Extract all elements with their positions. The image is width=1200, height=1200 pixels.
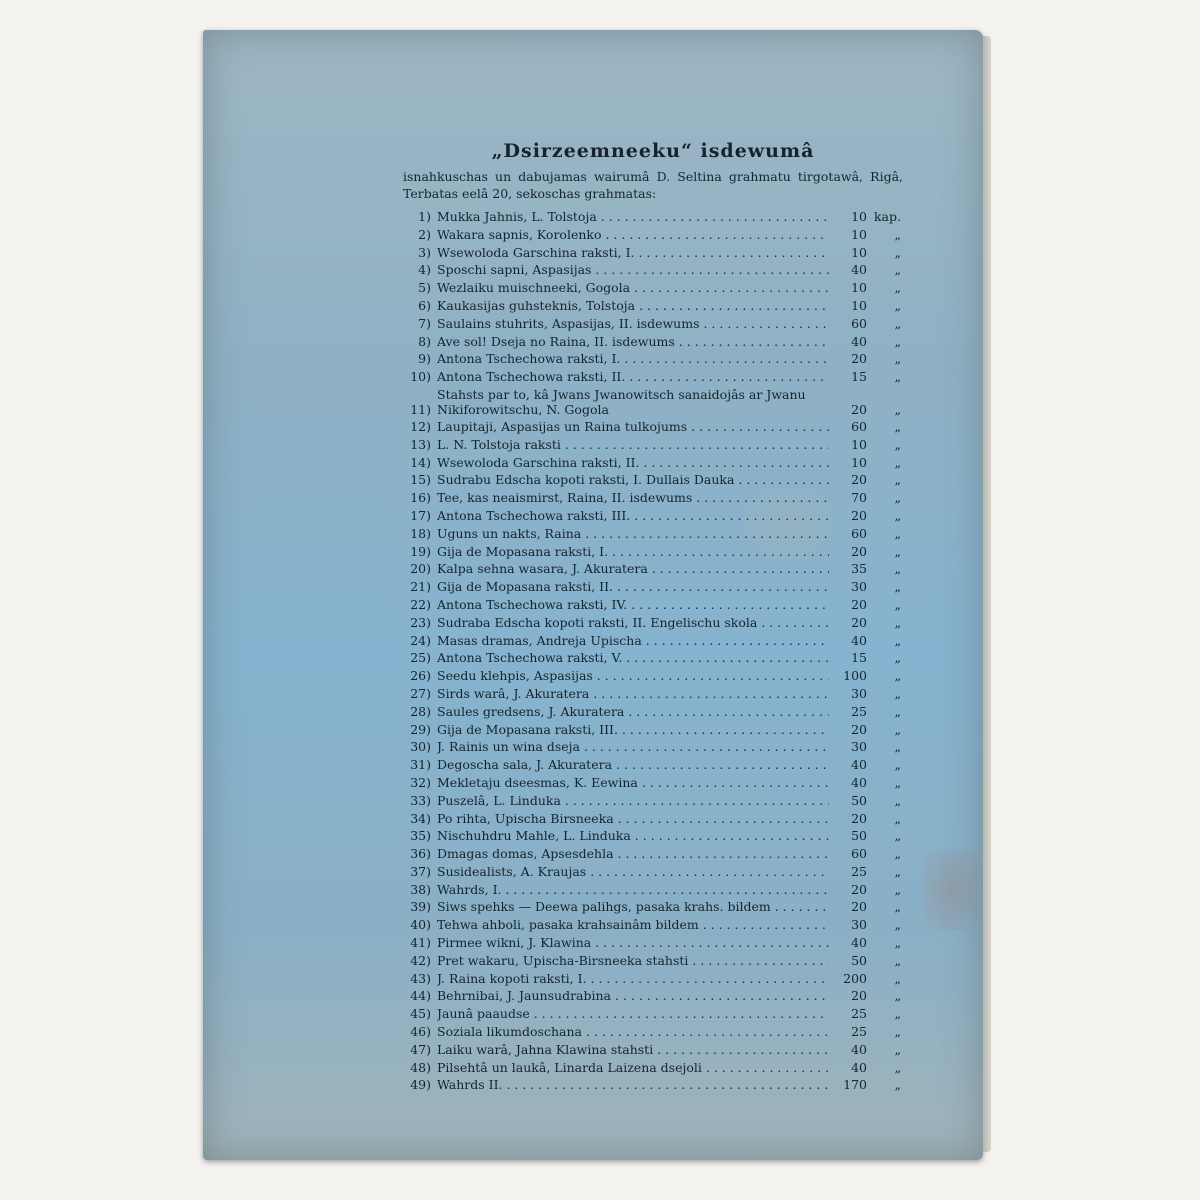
- book-title: Puszelâ, L. Linduka . . .: [437, 792, 829, 810]
- catalog-intro: isnahkuschas un dabujamas wairumâ D. Seltina grahmatu tirgotawâ, Rigâ, Terbatas eelâ 20, sekoschas grahmatas:: [403, 169, 903, 201]
- book-list-item: [403, 614, 903, 632]
- book-number: 11): [410, 401, 431, 417]
- book-price-unit: „: [894, 668, 901, 684]
- book-title: Pret wakaru, Upischa-Birsneeka stahsti . . .: [437, 952, 829, 970]
- book-price: 10: [851, 297, 867, 313]
- book-price: 15: [851, 650, 867, 666]
- book-price-unit: „: [894, 685, 901, 701]
- book-list-item: [403, 810, 903, 828]
- book-price: 10: [851, 454, 867, 470]
- book-list-item: [403, 279, 903, 297]
- book-price: 40: [851, 935, 867, 951]
- book-price-unit: „: [894, 525, 901, 541]
- book-list-item: [403, 738, 903, 756]
- book-price: 40: [851, 1041, 867, 1057]
- book-title: Antona Tschechowa raksti, I. . . .: [437, 350, 829, 368]
- book-price: 25: [851, 863, 867, 879]
- book-number: 37): [410, 863, 431, 879]
- book-price: 60: [851, 418, 867, 434]
- book-number: 13): [410, 436, 431, 452]
- book-title: Antona Tschechowa raksti, II. . . .: [437, 368, 829, 386]
- book-price-unit: „: [894, 846, 901, 862]
- book-list-item: [403, 881, 903, 899]
- book-list-item: [403, 1059, 903, 1077]
- book-list-item: [403, 632, 903, 650]
- book-number: 36): [410, 846, 431, 862]
- book-price-unit: „: [894, 315, 901, 331]
- book-price: 40: [851, 1059, 867, 1075]
- book-list-item: [403, 525, 903, 543]
- book-number: 14): [410, 454, 431, 470]
- book-price: 35: [851, 561, 867, 577]
- book-list-item: [403, 297, 903, 315]
- book-price-unit: „: [894, 507, 901, 523]
- book-number: 9): [418, 351, 431, 367]
- book-price-unit: „: [894, 632, 901, 648]
- book-list-item: [403, 315, 903, 333]
- book-title: Tee, kas neaismirst, Raina, II. isdewums . . .: [437, 489, 829, 507]
- book-price: 20: [851, 543, 867, 559]
- book-number: 41): [410, 935, 431, 951]
- book-price-unit: „: [894, 739, 901, 755]
- book-list-item: [403, 471, 903, 489]
- book-price: 25: [851, 1006, 867, 1022]
- book-price: 50: [851, 952, 867, 968]
- catalog-content: [403, 140, 903, 1094]
- book-list-item: [403, 1041, 903, 1059]
- book-price-unit: „: [894, 1077, 901, 1093]
- book-list-item: [403, 386, 903, 418]
- book-price: 20: [851, 351, 867, 367]
- book-price-unit: „: [894, 280, 901, 296]
- book-title: Sudraba Edscha kopoti raksti, II. Engelischu skola . . .: [437, 614, 829, 632]
- book-title: Sirds warâ, J. Akuratera . . .: [437, 685, 829, 703]
- book-title: Wakara sapnis, Korolenko . . .: [437, 226, 829, 244]
- book-title: Wahrds II. . . .: [437, 1076, 829, 1094]
- book-price-unit: „: [894, 881, 901, 897]
- book-list-item: [403, 560, 903, 578]
- book-list-item: [403, 244, 903, 262]
- book-title: Susidealists, A. Kraujas . . .: [437, 863, 829, 881]
- paper-stain: [923, 850, 983, 930]
- book-number: 44): [410, 988, 431, 1004]
- book-price-unit: „: [894, 952, 901, 968]
- book-title: Behrnibai, J. Jaunsudrabina . . .: [437, 987, 829, 1005]
- book-number: 39): [410, 899, 431, 915]
- book-price: 40: [851, 262, 867, 278]
- book-title: Tehwa ahboli, pasaka krahsainâm bildem . . .: [437, 916, 829, 934]
- book-list-item: [403, 827, 903, 845]
- book-number: 38): [410, 881, 431, 897]
- book-price-unit: „: [894, 596, 901, 612]
- book-number: 48): [410, 1059, 431, 1075]
- book-list-item: [403, 774, 903, 792]
- book-number: 19): [410, 543, 431, 559]
- book-title: Jaunâ paaudse . . .: [437, 1005, 829, 1023]
- book-list-item: [403, 368, 903, 386]
- book-title: Saules gredsens, J. Akuratera . . .: [437, 703, 829, 721]
- book-number: 15): [410, 472, 431, 488]
- book-price-unit: „: [894, 863, 901, 879]
- book-number: 40): [410, 917, 431, 933]
- book-price-unit: „: [894, 262, 901, 278]
- book-list-item: [403, 898, 903, 916]
- book-title: Masas dramas, Andreja Upischa . . .: [437, 632, 829, 650]
- book-price: 30: [851, 917, 867, 933]
- book-price: 40: [851, 632, 867, 648]
- book-price: 60: [851, 525, 867, 541]
- book-price-unit: „: [894, 490, 901, 506]
- book-number: 6): [418, 297, 431, 313]
- book-title: Uguns un nakts, Raina . . .: [437, 525, 829, 543]
- book-list-item: [403, 261, 903, 279]
- book-price-unit: „: [894, 244, 901, 260]
- book-price-unit: „: [894, 561, 901, 577]
- book-title: Po rihta, Upischa Birsneeka . . .: [437, 810, 829, 828]
- book-list-item: [403, 543, 903, 561]
- book-title: Laupitaji, Aspasijas un Raina tulkojums . . .: [437, 418, 829, 436]
- book-number: 16): [410, 490, 431, 506]
- book-number: 29): [410, 721, 431, 737]
- book-price: 20: [851, 721, 867, 737]
- book-price-unit: „: [894, 774, 901, 790]
- book-price: 10: [851, 209, 867, 224]
- booklet-cover: [203, 30, 983, 1160]
- book-title: Ave sol! Dseja no Raina, II. isdewums . . .: [437, 333, 829, 351]
- book-price: 30: [851, 739, 867, 755]
- book-price-unit: „: [894, 757, 901, 773]
- book-number: 4): [418, 262, 431, 278]
- book-price-unit: „: [894, 369, 901, 385]
- book-list-item: [403, 685, 903, 703]
- book-title: Degoscha sala, J. Akuratera . . .: [437, 756, 829, 774]
- book-price-unit: „: [894, 418, 901, 434]
- book-title: Gija de Mopasana raksti, II. . . .: [437, 578, 829, 596]
- book-number: 49): [410, 1077, 431, 1093]
- book-number: 18): [410, 525, 431, 541]
- book-price: 60: [851, 846, 867, 862]
- book-price: 20: [851, 988, 867, 1004]
- book-list-item: [403, 916, 903, 934]
- book-title: L. N. Tolstoja raksti . . .: [437, 436, 829, 454]
- book-price: 40: [851, 333, 867, 349]
- book-number: 46): [410, 1024, 431, 1040]
- book-price: 20: [851, 810, 867, 826]
- book-title: Antona Tschechowa raksti, V. . . .: [437, 649, 829, 667]
- book-price-unit: „: [894, 899, 901, 915]
- book-title: Sudrabu Edscha kopoti raksti, I. Dullais Dauka . . .: [437, 471, 829, 489]
- book-price-unit: „: [894, 792, 901, 808]
- book-number: 32): [410, 774, 431, 790]
- book-price-unit: „: [894, 579, 901, 595]
- book-title: Wsewoloda Garschina raksti, I. . . .: [437, 244, 829, 262]
- book-number: 34): [410, 810, 431, 826]
- book-number: 24): [410, 632, 431, 648]
- book-price-unit: „: [894, 1059, 901, 1075]
- book-number: 8): [418, 333, 431, 349]
- book-price-unit: „: [894, 650, 901, 666]
- book-number: 27): [410, 685, 431, 701]
- book-number: 20): [410, 561, 431, 577]
- book-list-item: [403, 863, 903, 881]
- book-number: 45): [410, 1006, 431, 1022]
- book-price-unit: „: [894, 1041, 901, 1057]
- book-number: 33): [410, 792, 431, 808]
- book-price-unit: „: [894, 454, 901, 470]
- book-title: Saulains stuhrits, Aspasijas, II. isdewums . . .: [437, 315, 829, 333]
- book-price-unit: „: [894, 703, 901, 719]
- book-title: Antona Tschechowa raksti, IV. . . .: [437, 596, 829, 614]
- book-price-unit: „: [894, 810, 901, 826]
- book-price: 170: [843, 1077, 867, 1093]
- book-number: 35): [410, 828, 431, 844]
- book-price-unit: „: [894, 436, 901, 452]
- book-price-unit: „: [894, 333, 901, 349]
- book-title: Mekletaju dseesmas, K. Eewina . . .: [437, 774, 829, 792]
- book-title: Kalpa sehna wasara, J. Akuratera . . .: [437, 560, 829, 578]
- book-price-unit: „: [894, 1006, 901, 1022]
- book-list-item: [403, 1076, 903, 1094]
- book-number: 5): [418, 280, 431, 296]
- book-price: 40: [851, 774, 867, 790]
- book-price: 20: [851, 507, 867, 523]
- book-price: 20: [851, 614, 867, 630]
- book-price: 15: [851, 369, 867, 385]
- book-list-item: [403, 756, 903, 774]
- book-price: 70: [851, 490, 867, 506]
- book-title: J. Raina kopoti raksti, I. . . .: [437, 970, 829, 988]
- book-list-item: [403, 934, 903, 952]
- book-title: Siws spehks — Deewa palihgs, pasaka krahs. bildem . . .: [437, 898, 829, 916]
- book-title: Wezlaiku muischneeki, Gogola . . .: [437, 279, 829, 297]
- book-price-unit: „: [894, 401, 901, 417]
- book-title: Wahrds, I. . . .: [437, 881, 829, 899]
- book-list-item: [403, 1005, 903, 1023]
- book-price-unit: „: [894, 1024, 901, 1040]
- book-list-item: [403, 578, 903, 596]
- book-price-unit: „: [894, 828, 901, 844]
- book-price-unit: „: [894, 297, 901, 313]
- book-number: 31): [410, 757, 431, 773]
- book-price: 10: [851, 244, 867, 260]
- book-price: 20: [851, 401, 867, 417]
- book-number: 17): [410, 507, 431, 523]
- catalog-heading: „Dsirzeemneeku“ isdewumâ: [491, 140, 815, 162]
- book-price-unit: „: [894, 543, 901, 559]
- book-list-item: [403, 970, 903, 988]
- book-title: Stahsts par to, kâ Jwans Jwanowitsch sanaidojâs ar Jwanu Nikiforowitschu, N. Gogola: [437, 386, 806, 417]
- book-price: 100: [843, 668, 867, 684]
- book-list-item: [403, 792, 903, 810]
- book-title: Sposchi sapni, Aspasijas . . .: [437, 261, 829, 279]
- book-title: Seedu klehpis, Aspasijas . . .: [437, 667, 829, 685]
- book-list-item: [403, 333, 903, 351]
- book-price-unit: „: [894, 935, 901, 951]
- book-list-item: [403, 436, 903, 454]
- book-price: 10: [851, 436, 867, 452]
- book-list-item: [403, 489, 903, 507]
- book-price: 25: [851, 703, 867, 719]
- book-title: Kaukasijas guhsteknis, Tolstoja . . .: [437, 297, 829, 315]
- book-number: 10): [410, 369, 431, 385]
- book-list-item: [403, 418, 903, 436]
- book-price: 50: [851, 828, 867, 844]
- book-list-item: [403, 721, 903, 739]
- book-title: J. Rainis un wina dseja . . .: [437, 738, 829, 756]
- book-number: 28): [410, 703, 431, 719]
- book-price: 20: [851, 899, 867, 915]
- book-price: 20: [851, 881, 867, 897]
- book-price: 30: [851, 579, 867, 595]
- book-title: Nischuhdru Mahle, L. Linduka . . .: [437, 827, 829, 845]
- book-list-item: [403, 1023, 903, 1041]
- book-number: 22): [410, 596, 431, 612]
- book-number: 26): [410, 668, 431, 684]
- book-list-item: [403, 649, 903, 667]
- book-price: 20: [851, 596, 867, 612]
- book-list-item: [403, 596, 903, 614]
- book-title: Gija de Mopasana raksti, III. . . .: [437, 721, 829, 739]
- book-number: 30): [410, 739, 431, 755]
- book-price: 25: [851, 1024, 867, 1040]
- book-price-unit: „: [894, 351, 901, 367]
- book-price-unit: kap.: [873, 209, 901, 224]
- book-price: 50: [851, 792, 867, 808]
- book-price: 20: [851, 472, 867, 488]
- book-title: Gija de Mopasana raksti, I. . . .: [437, 543, 829, 561]
- book-number: 1): [418, 209, 431, 224]
- book-price: 30: [851, 685, 867, 701]
- book-list-item: [403, 952, 903, 970]
- book-price-unit: „: [894, 226, 901, 242]
- book-list-item: [403, 703, 903, 721]
- book-number: 23): [410, 614, 431, 630]
- book-price: 10: [851, 226, 867, 242]
- book-title: Dmagas domas, Apsesdehla . . .: [437, 845, 829, 863]
- book-list-item: [403, 667, 903, 685]
- book-number: 47): [410, 1041, 431, 1057]
- book-title: Laiku warâ, Jahna Klawina stahsti . . .: [437, 1041, 829, 1059]
- book-title: Soziala likumdoschana . . .: [437, 1023, 829, 1041]
- book-list-item: [403, 454, 903, 472]
- book-list-item: [403, 507, 903, 525]
- book-price: 200: [843, 970, 867, 986]
- book-title: Pirmee wikni, J. Klawina . . .: [437, 934, 829, 952]
- book-list-item: [403, 226, 903, 244]
- book-title: Antona Tschechowa raksti, III. . . .: [437, 507, 829, 525]
- book-price-unit: „: [894, 988, 901, 1004]
- book-number: 42): [410, 952, 431, 968]
- book-title: Mukka Jahnis, L. Tolstoja . . .: [437, 208, 829, 226]
- book-list-item: [403, 208, 903, 226]
- book-price: 10: [851, 280, 867, 296]
- book-number: 25): [410, 650, 431, 666]
- book-number: 3): [418, 244, 431, 260]
- book-title: Pilsehtâ un laukâ, Linarda Laizena dsejoli . . .: [437, 1059, 829, 1077]
- book-list-item: [403, 987, 903, 1005]
- book-number: 2): [418, 226, 431, 242]
- book-list: [403, 208, 903, 1094]
- book-number: 12): [410, 418, 431, 434]
- book-list-item: [403, 845, 903, 863]
- book-price-unit: „: [894, 721, 901, 737]
- book-price-unit: „: [894, 614, 901, 630]
- book-price-unit: „: [894, 472, 901, 488]
- book-price: 60: [851, 315, 867, 331]
- book-list-item: [403, 350, 903, 368]
- book-price-unit: „: [894, 970, 901, 986]
- book-price: 40: [851, 757, 867, 773]
- book-price-unit: „: [894, 917, 901, 933]
- book-title: Wsewoloda Garschina raksti, II. . . .: [437, 454, 829, 472]
- book-number: 7): [418, 315, 431, 331]
- book-number: 21): [410, 579, 431, 595]
- book-number: 43): [410, 970, 431, 986]
